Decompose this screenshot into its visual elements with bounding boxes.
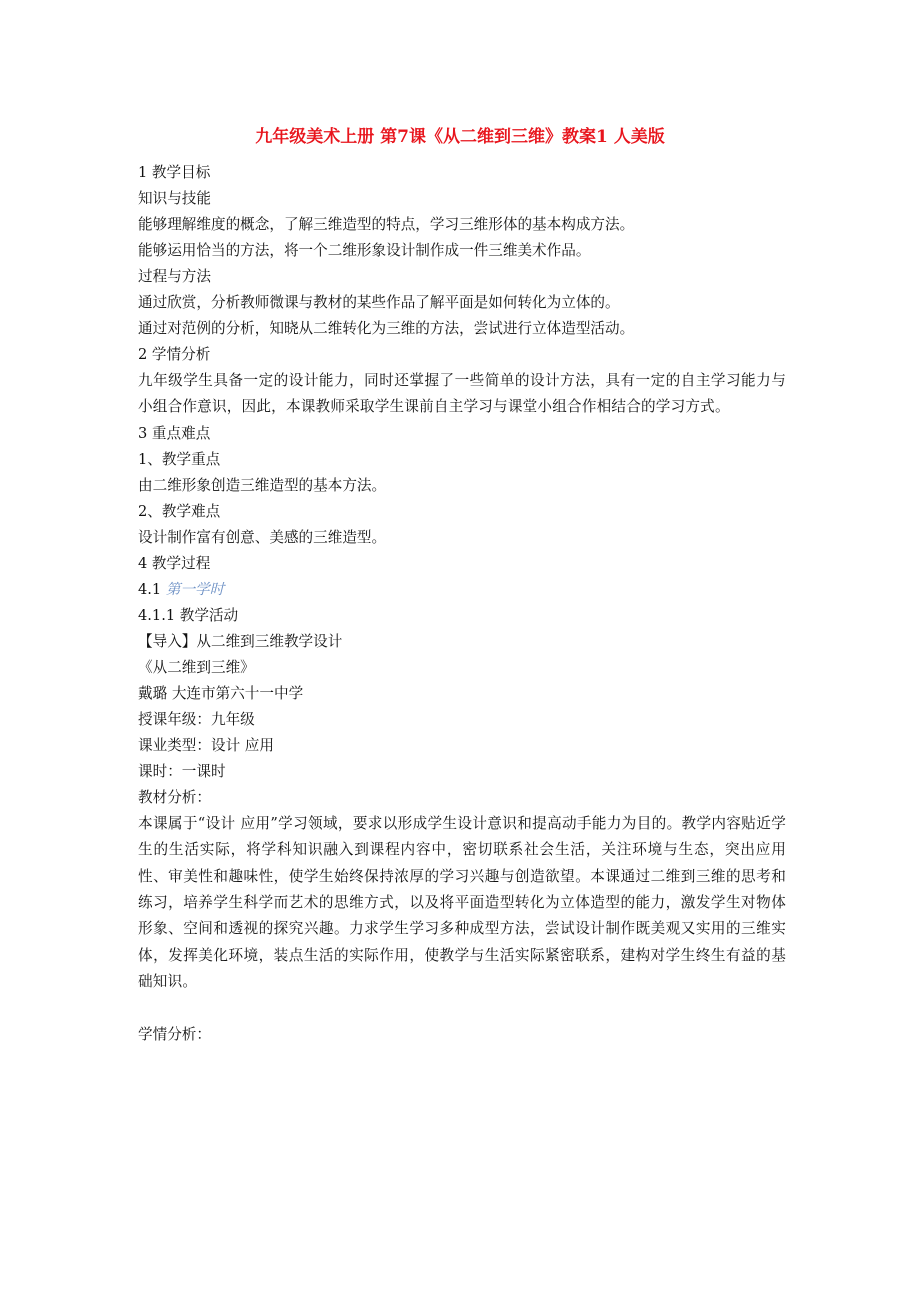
subheading-difficulty: 2、教学难点	[138, 502, 221, 520]
author-line: 戴璐 大连市第六十一中学	[138, 684, 304, 702]
learner-analysis-heading: 学情分析：	[138, 1025, 211, 1043]
subsection-activity: 4.1.1 教学活动	[138, 606, 239, 624]
section-heading-learner-analysis: 2 学情分析	[138, 346, 211, 363]
subsection-first-period	[138, 577, 786, 603]
course-type-line: 课业类型：设计 应用	[138, 736, 274, 754]
document-title: 九年级美术上册 第7课《从二维到三维》教案1 人美版	[255, 127, 665, 147]
objective-line: 能够运用恰当的方法，将一个二维形象设计制作成一件三维美术作品。	[138, 242, 591, 259]
subsection-number: 4.1	[138, 580, 166, 598]
difficulty-text: 设计制作富有创意、美感的三维造型。	[138, 528, 387, 546]
objective-line: 通过对范例的分析，知晓从二维转化为三维的方法，尝试进行立体造型活动。	[138, 320, 635, 337]
learner-analysis-paragraph: 九年级学生具备一定的设计能力，同时还掌握了一些简单的设计方法，具有一定的自主学习能力与小组合作意识，因此，本课教师采取学生课前自主学习与课堂小组合作相结合的学习方式。	[138, 372, 786, 416]
lesson-title: 《从二维到三维》	[138, 658, 255, 676]
class-hours-line: 课时：一课时	[138, 762, 226, 780]
subheading-knowledge-skills: 知识与技能	[138, 190, 211, 207]
objective-line: 通过欣赏，分析教师微课与教材的某些作品了解平面是如何转化为立体的。	[138, 294, 620, 311]
section-heading-objectives: 1 教学目标	[138, 164, 211, 181]
key-point-text: 由二维形象创造三维造型的基本方法。	[138, 476, 387, 494]
textbook-analysis-paragraph: 本课属于“设计 应用”学习领域，要求以形成学生设计意识和提高动手能力为目的。教学内容贴近学生的生活实际，将学科知识融入到课程内容中，密切联系社会生活，关注环境与生态，突出应用性、审美性和趣味性，使学生始终保持浓厚的学习兴趣与创造欲望。本课通过二维到三维的思考和练习，培养学生科学而艺术的思维方式，以及将平面造型转化为立体造型的能力，激发学生对物体形象、空间和透视的探究兴趣。力求学生学习多种成型方法，尝试设计制作既美观又实用的三维实体，发挥美化环境，装点生活的实际作用，使教学与生活实际紧密联系，建构对学生终生有益的基础知识。	[138, 814, 786, 991]
blank-line	[138, 996, 786, 1022]
document-body	[138, 160, 786, 1048]
first-period-link[interactable]: 第一学时	[165, 580, 225, 598]
textbook-analysis-heading: 教材分析：	[138, 788, 211, 806]
grade-line: 授课年级：九年级	[138, 710, 255, 728]
section-heading-process: 4 教学过程	[138, 554, 211, 572]
subheading-key-point: 1、教学重点	[138, 450, 221, 468]
subheading-process-methods: 过程与方法	[138, 268, 211, 285]
objective-line: 能够理解维度的概念，了解三维造型的特点，学习三维形体的基本构成方法。	[138, 216, 635, 233]
intro-line: 【导入】从二维到三维教学设计	[138, 632, 343, 650]
section-heading-key-points: 3 重点难点	[138, 424, 211, 442]
